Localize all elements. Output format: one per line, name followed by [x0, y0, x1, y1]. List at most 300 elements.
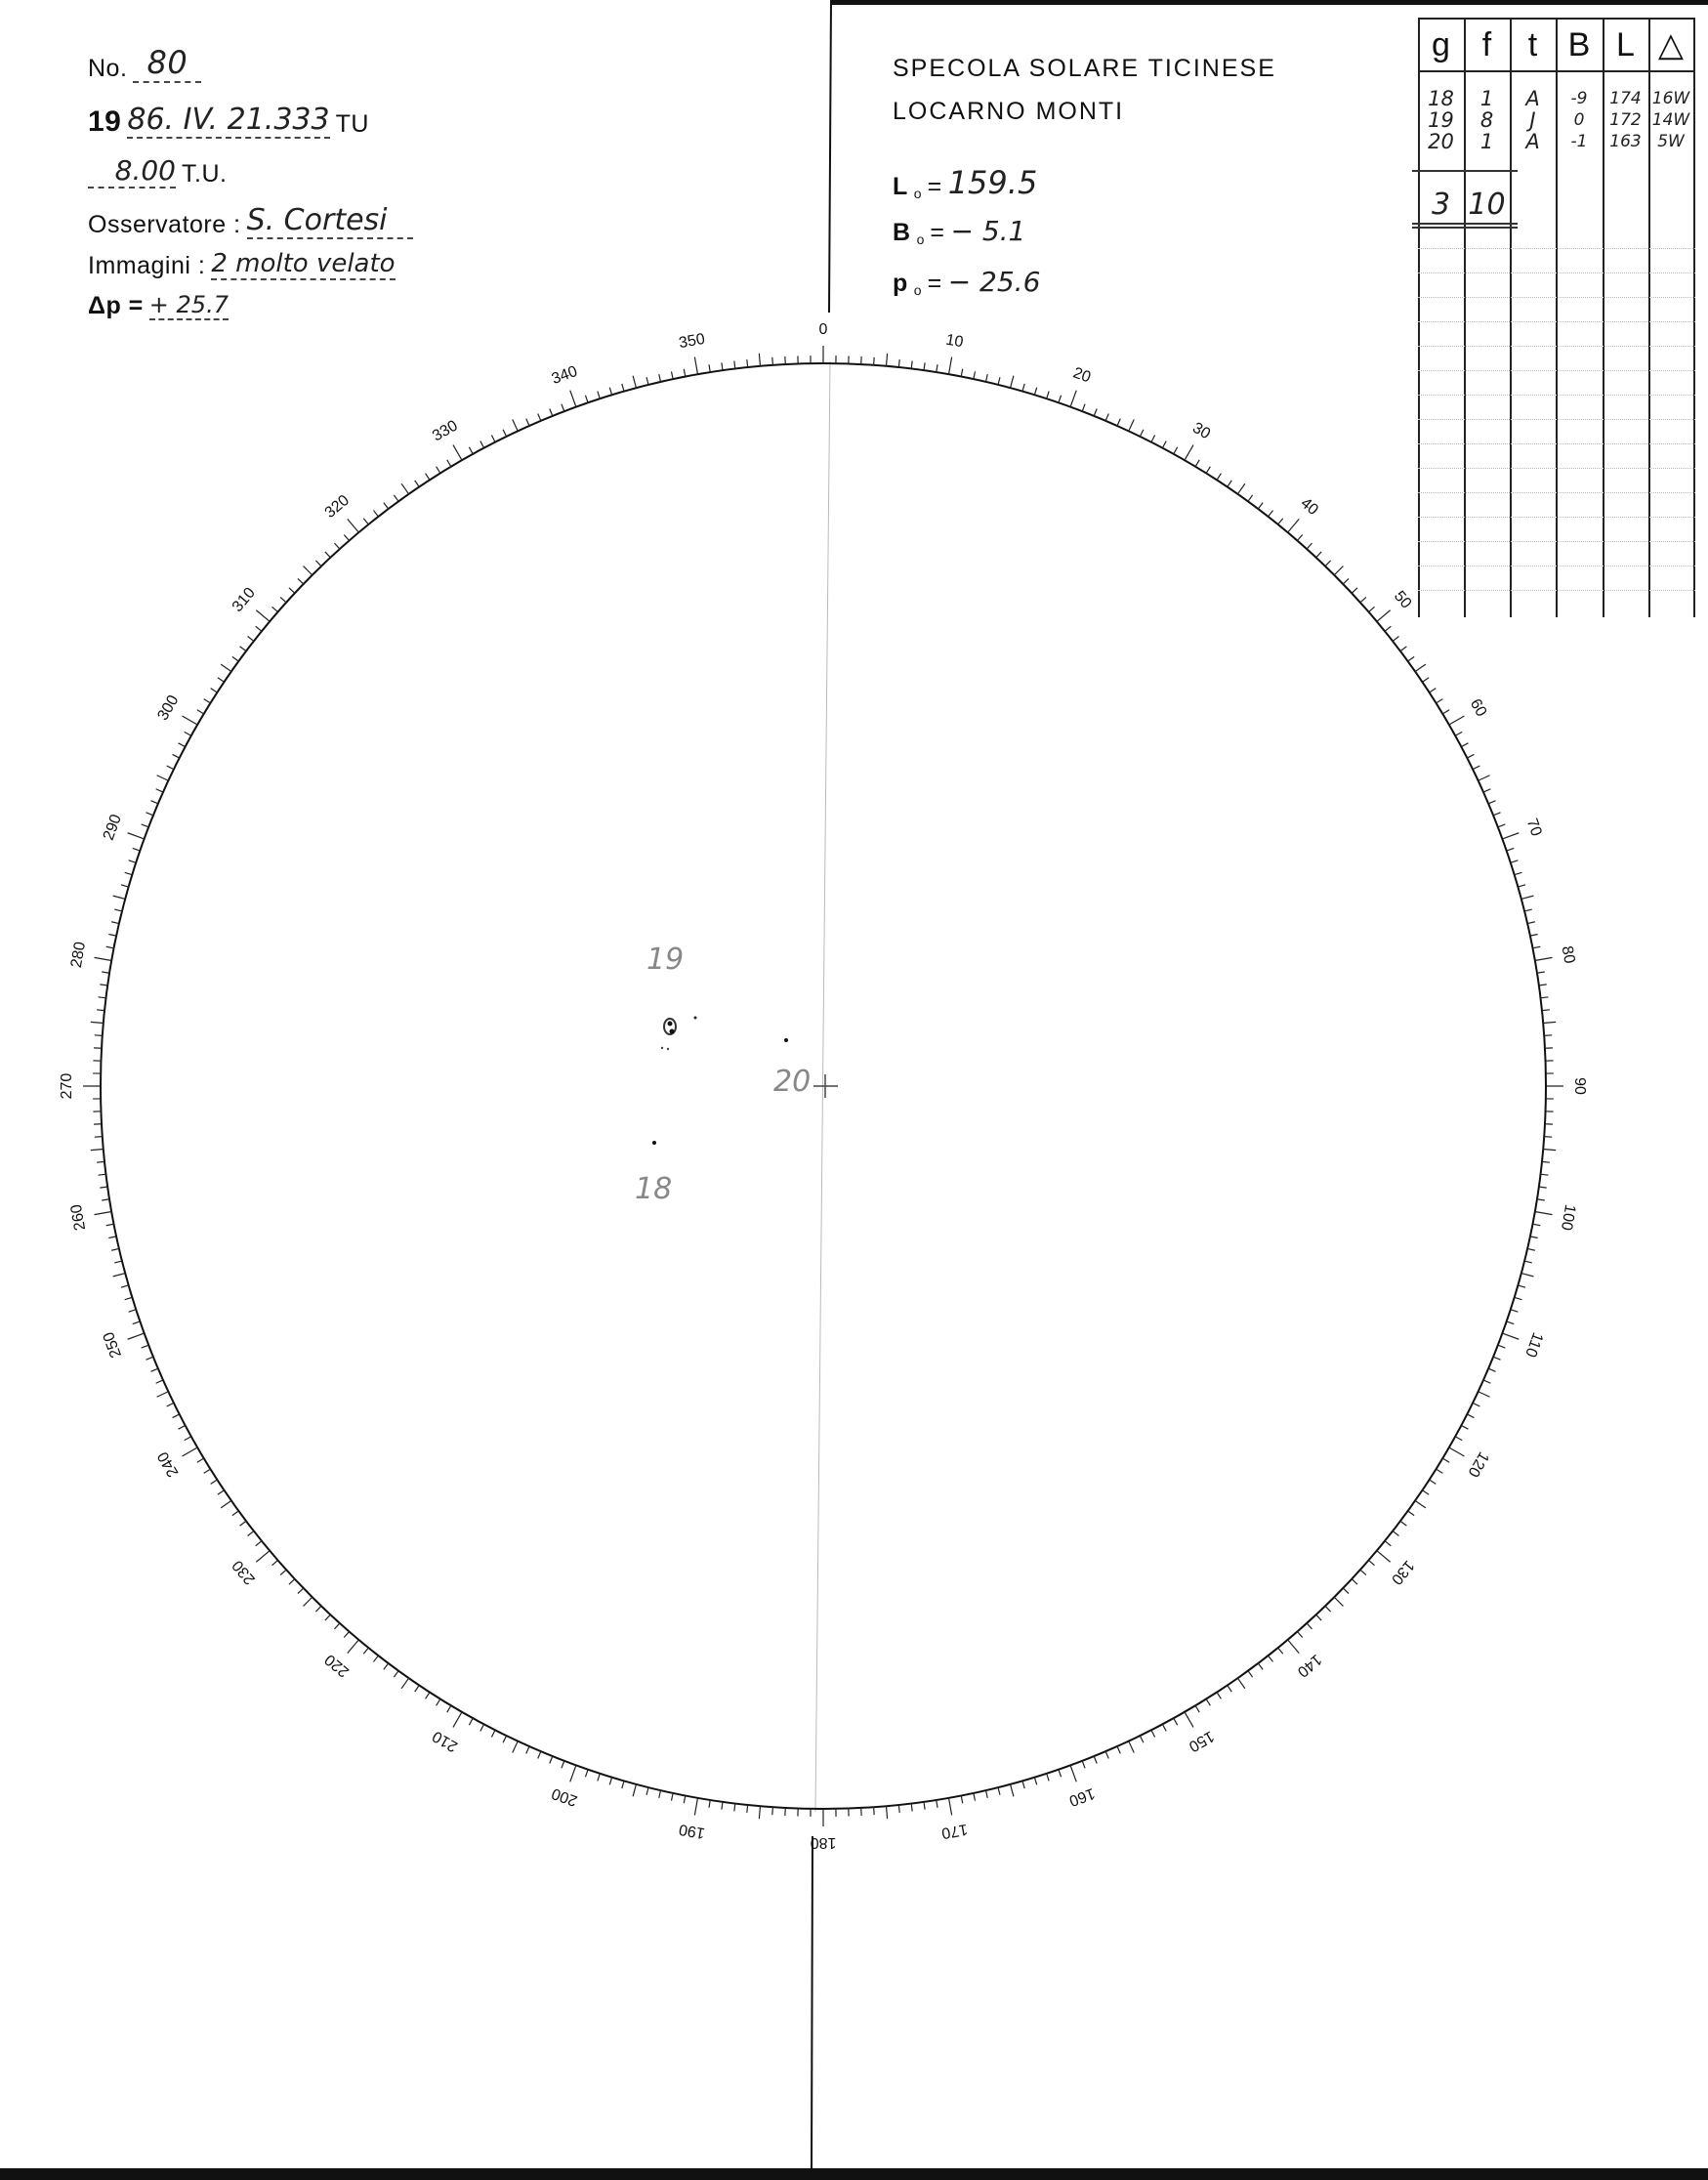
scale-tick [1129, 1741, 1134, 1753]
scale-tick [1408, 656, 1414, 661]
table-total-f: 10 [1468, 188, 1506, 222]
scale-tick [513, 1741, 518, 1753]
scale-tick [1521, 1274, 1534, 1277]
date-suffix: TU [335, 110, 369, 138]
scale-tick [491, 1730, 495, 1737]
B0-eq: = [930, 219, 945, 246]
scale-tick [898, 1805, 899, 1813]
scale-tick [1195, 1705, 1199, 1712]
table-sum-double-rule-1 [1412, 223, 1518, 225]
scale-tick [1343, 578, 1349, 584]
scale-tick [1217, 474, 1221, 481]
scale-tick [344, 534, 349, 540]
scale-label: 110 [1521, 1329, 1546, 1360]
scale-tick [221, 664, 231, 671]
scale-tick [974, 371, 976, 379]
scale-tick [156, 1380, 163, 1383]
scale-tick [1334, 1597, 1343, 1606]
scale-tick [157, 776, 169, 780]
scale-tick [315, 561, 321, 566]
scale-tick [256, 626, 262, 631]
scale-tick [1325, 1606, 1331, 1612]
scale-tick [204, 699, 211, 703]
scale-tick [1377, 1551, 1391, 1563]
scale-tick [1524, 1261, 1532, 1263]
scale-tick [998, 377, 1000, 385]
scale-label: 90 [1570, 1077, 1588, 1095]
table-header-B: B [1567, 26, 1591, 63]
scale-tick [1185, 445, 1193, 461]
scale-tick [633, 1784, 636, 1797]
scale-tick [1498, 1345, 1505, 1348]
scale-tick [394, 1671, 398, 1677]
scale-tick [1140, 430, 1144, 437]
scale-tick [1059, 396, 1062, 403]
scale-tick [125, 872, 133, 874]
scale-tick [469, 1718, 473, 1725]
scale-tick [1415, 1500, 1426, 1507]
table-header-t: t [1527, 26, 1538, 63]
scale-tick [99, 997, 106, 998]
scale-tick [550, 1756, 553, 1763]
table-ruling [1418, 321, 1695, 322]
scale-tick [1288, 1640, 1300, 1654]
scale-tick [598, 392, 600, 399]
scale-tick [1022, 384, 1024, 392]
scale-label: 320 [321, 491, 354, 522]
scale-tick [298, 1588, 304, 1594]
scale-label: 240 [154, 1448, 183, 1480]
table-cell: 8 [1479, 108, 1494, 132]
scale-tick [91, 1149, 104, 1150]
scale-tick [157, 1392, 169, 1397]
scale-tick [1316, 552, 1321, 558]
table-sum-rule [1412, 170, 1518, 172]
scale-tick [646, 377, 648, 385]
scale-tick [111, 1248, 119, 1250]
table-cell: 14W [1651, 110, 1690, 130]
table-ruling [1418, 492, 1695, 493]
scale-tick [1059, 1770, 1062, 1778]
scale-tick [447, 1705, 451, 1712]
scale-tick [1515, 1297, 1522, 1299]
scale-tick [173, 754, 180, 758]
L0-label: L [893, 173, 908, 200]
scale-tick [211, 1480, 218, 1484]
scale-label: 40 [1297, 494, 1321, 520]
scale-tick [694, 357, 697, 375]
sunspot-19-pore-c [667, 1048, 669, 1050]
scale-tick [709, 364, 710, 372]
scale-tick [1269, 511, 1273, 517]
table-cell: A [1525, 87, 1540, 110]
table-ruling [1418, 541, 1695, 542]
scale-tick [256, 610, 270, 622]
scale-tick [304, 566, 312, 575]
scale-tick [684, 1795, 686, 1803]
L0-row: L o = 159.5 [893, 164, 1038, 201]
table-cell: 20 [1428, 130, 1454, 153]
scale-tick [622, 1781, 624, 1788]
time-suffix: T.U. [182, 160, 228, 188]
scale-tick [1544, 1137, 1552, 1138]
scale-tick [1408, 1511, 1414, 1516]
scale-label: 70 [1522, 816, 1545, 839]
scale-tick [1483, 1380, 1490, 1383]
scale-tick [1430, 1480, 1437, 1484]
scale-tick [1442, 1458, 1449, 1462]
scale-tick [240, 647, 246, 651]
observer-row [88, 203, 413, 239]
scale-tick [95, 957, 112, 960]
table-cell: A [1525, 130, 1540, 153]
scale-tick [280, 597, 286, 602]
scale-tick [1368, 1560, 1374, 1565]
scale-tick [1307, 543, 1312, 549]
scale-tick [334, 1623, 339, 1629]
top-axis-line [829, 0, 831, 313]
table-cell: 0 [1573, 110, 1585, 130]
scale-tick [480, 1724, 484, 1731]
scale-tick [1105, 413, 1108, 420]
scale-tick [325, 552, 330, 558]
scale-label: 180 [810, 1833, 837, 1851]
table-cell: 19 [1428, 108, 1454, 132]
scale-tick [585, 396, 588, 403]
table-cell: J [1529, 108, 1536, 132]
scale-tick [102, 972, 109, 973]
scale-tick [961, 369, 963, 377]
scale-tick [1195, 460, 1199, 467]
scale-tick [526, 419, 529, 426]
bottom-border [0, 2168, 1708, 2180]
table-cell: -1 [1570, 132, 1588, 151]
scale-tick [447, 460, 451, 467]
scale-tick [1352, 1579, 1357, 1584]
scale-tick [772, 357, 773, 365]
scale-tick [1511, 860, 1519, 862]
scale-tick [256, 1541, 262, 1546]
scale-tick [142, 1345, 148, 1348]
table-sum-double-rule-2 [1412, 227, 1518, 229]
sunspot-group-18 [652, 1141, 656, 1145]
scale-tick [271, 1560, 277, 1565]
scale-tick [1297, 534, 1302, 540]
scale-tick [911, 361, 912, 369]
scale-tick [426, 1693, 430, 1699]
observatory-location: LOCARNO MONTI [893, 98, 1125, 125]
scale-tick [722, 362, 723, 370]
scale-tick [948, 357, 951, 375]
scale-tick [113, 896, 126, 899]
scale-tick [185, 732, 191, 735]
scale-label: 130 [1388, 1556, 1418, 1588]
scale-tick [1430, 689, 1437, 692]
scale-tick [1502, 1333, 1519, 1339]
scale-label: 10 [944, 331, 965, 352]
scale-tick [1422, 1490, 1429, 1494]
scale-label: 300 [154, 692, 183, 724]
group-label-18: 18 [635, 1172, 673, 1206]
delta-p-value: + 25.7 [148, 291, 229, 318]
scale-tick [759, 1806, 760, 1819]
scale-tick [585, 1770, 588, 1778]
scale-tick [280, 1570, 286, 1574]
scale-tick [1034, 388, 1036, 396]
scale-label: 140 [1293, 1651, 1325, 1681]
L0-value: 159.5 [947, 164, 1038, 201]
scale-tick [1117, 419, 1120, 426]
scale-tick [1377, 610, 1391, 622]
scale-tick [91, 1022, 104, 1023]
scale-tick [684, 369, 686, 377]
scale-tick [218, 678, 225, 682]
scale-tick [1449, 1447, 1465, 1456]
scale-tick [304, 1597, 312, 1606]
scale-tick [671, 1793, 673, 1801]
scale-tick [1461, 1425, 1468, 1429]
scale-label: 170 [939, 1820, 970, 1842]
scale-tick [204, 1469, 211, 1473]
group-table [1418, 18, 1695, 617]
scale-tick [1455, 732, 1462, 735]
scale-tick [113, 1274, 126, 1277]
scale-label: 280 [67, 940, 90, 970]
table-ruling [1418, 395, 1695, 396]
scale-tick [248, 1531, 254, 1536]
scale-tick [334, 543, 339, 549]
scale-tick [886, 1806, 887, 1819]
scale-tick [125, 1297, 133, 1299]
scale-tick [734, 1803, 735, 1811]
table-cell: -9 [1570, 89, 1588, 108]
table-header-delta: △ [1657, 26, 1685, 63]
scale-tick [550, 408, 553, 415]
scale-label: 220 [321, 1651, 354, 1681]
scale-tick [1521, 896, 1534, 899]
scale-tick [1518, 1285, 1525, 1287]
table-ruling [1418, 419, 1695, 420]
scale-tick [526, 1746, 529, 1753]
scale-tick [874, 1807, 875, 1815]
scale-tick [315, 1606, 321, 1612]
sunspot-19-umbra-a [668, 1022, 673, 1027]
time-value: 8.00 [88, 154, 176, 189]
scale-tick [1368, 607, 1374, 611]
scale-tick [1129, 420, 1134, 432]
scale-tick [1082, 404, 1085, 411]
scale-tick [344, 1631, 349, 1637]
scale-tick [150, 1368, 157, 1371]
scale-tick [491, 436, 495, 442]
table-cell: 18 [1428, 87, 1454, 110]
scale-tick [1070, 391, 1076, 407]
scale-tick [1467, 754, 1474, 758]
scale-tick [1185, 1712, 1193, 1728]
scale-tick [1437, 1469, 1443, 1473]
scale-tick [646, 1787, 648, 1795]
scale-label: 230 [229, 1556, 259, 1588]
scale-tick [211, 689, 218, 692]
table-ruling [1418, 590, 1695, 591]
scale-label: 290 [100, 812, 125, 843]
scale-label: 190 [677, 1820, 707, 1842]
table-cell: 172 [1609, 110, 1642, 130]
scale-tick [1082, 1761, 1085, 1768]
group-label-19: 19 [646, 943, 685, 977]
scale-tick [401, 483, 408, 494]
scale-tick [609, 388, 611, 396]
scale-tick [363, 519, 368, 524]
scale-tick [1532, 946, 1540, 948]
scale-tick [128, 833, 145, 839]
scale-tick [898, 359, 899, 367]
scale-tick [1530, 934, 1538, 936]
scale-tick [1094, 408, 1097, 415]
record-number-label: No. [88, 55, 128, 82]
scale-tick [156, 789, 163, 792]
scale-tick [1540, 1174, 1548, 1175]
scale-tick [99, 1174, 106, 1175]
scale-tick [562, 1761, 564, 1768]
P0-value: − 25.6 [947, 266, 1041, 298]
scale-tick [622, 384, 624, 392]
scale-tick [106, 946, 114, 948]
L0-eq: = [927, 173, 942, 200]
scale-tick [1206, 1699, 1210, 1706]
scale-tick [373, 511, 378, 517]
scale-tick [1542, 1161, 1550, 1162]
scale-tick [609, 1778, 611, 1785]
scale-tick [1334, 566, 1343, 575]
table-header-rule [1418, 70, 1695, 72]
images-label: Immagini : [88, 252, 206, 279]
scale-tick [1237, 483, 1244, 494]
scale-tick [1483, 789, 1490, 792]
sunspot-19-pore-a [694, 1017, 697, 1020]
scale-tick [1011, 376, 1014, 389]
scale-tick [348, 519, 359, 532]
scale-tick [1105, 1751, 1108, 1758]
scale-tick [1217, 1693, 1221, 1699]
scale-tick [185, 1437, 191, 1441]
scale-tick [1070, 1765, 1076, 1782]
scale-tick [734, 361, 735, 369]
scale-tick [1011, 1784, 1014, 1797]
scale-tick [469, 447, 473, 454]
scale-tick [1527, 922, 1535, 924]
scale-tick [1393, 1531, 1398, 1536]
scale-tick [173, 1414, 180, 1418]
scale-label: 350 [677, 330, 707, 353]
scale-tick [1022, 1781, 1024, 1788]
scale-tick [886, 354, 887, 366]
scale-tick [1352, 588, 1357, 593]
scale-tick [232, 1511, 238, 1516]
scale-tick [1278, 1648, 1283, 1654]
scale-tick [1385, 1541, 1391, 1546]
scale-tick [911, 1803, 912, 1811]
group-label-20: 20 [773, 1065, 812, 1099]
scale-tick [570, 1765, 576, 1782]
scale-label: 270 [59, 1072, 76, 1100]
scale-tick [1151, 436, 1155, 442]
scale-tick [289, 1579, 295, 1584]
table-cell: 1 [1479, 130, 1494, 153]
scale-tick [1532, 1224, 1540, 1226]
sunspot-group-20 [784, 1038, 788, 1042]
scale-label: 210 [430, 1727, 461, 1755]
P0-label: p [893, 270, 908, 297]
scale-tick [95, 1035, 103, 1036]
scale-tick [108, 934, 116, 936]
scale-tick [1117, 1746, 1120, 1753]
scale-tick [1530, 1237, 1538, 1238]
scale-tick [747, 1805, 748, 1813]
scale-tick [167, 1403, 174, 1406]
table-cell: 163 [1609, 132, 1642, 151]
scale-tick [1515, 872, 1522, 874]
scale-tick [924, 1802, 925, 1810]
scale-tick [1400, 1521, 1406, 1526]
scale-tick [150, 801, 157, 804]
scale-tick [95, 1137, 103, 1138]
scale-label: 0 [818, 321, 828, 339]
scale-tick [1422, 678, 1429, 682]
scale-tick [1393, 636, 1398, 641]
record-number-row [88, 44, 201, 83]
scale-tick [121, 1285, 129, 1287]
scale-tick [240, 1521, 246, 1526]
scale-tick [1455, 1437, 1462, 1441]
scale-tick [1498, 824, 1505, 827]
scale-tick [948, 1798, 951, 1816]
table-ruling [1418, 468, 1695, 469]
scale-tick [453, 445, 462, 461]
scale-tick [363, 1648, 368, 1654]
scale-tick [671, 371, 673, 379]
date-row [88, 103, 369, 139]
table-col-line [1693, 18, 1695, 617]
scale-tick [179, 1425, 186, 1429]
scale-label: 100 [1557, 1202, 1579, 1233]
scale-tick [974, 1793, 976, 1801]
delta-p-label: Δp = [88, 292, 144, 319]
scale-tick [437, 467, 440, 474]
scale-tick [1543, 1149, 1556, 1150]
sunspot-19-umbra-b [670, 1029, 675, 1034]
observatory-title: SPECOLA SOLARE TICINESE [893, 55, 1276, 82]
scale-tick [133, 1321, 141, 1324]
scale-label: 30 [1189, 419, 1214, 443]
scale-tick [1174, 447, 1178, 454]
scale-tick [129, 860, 137, 862]
scale-tick [772, 1807, 773, 1815]
scale-tick [1162, 441, 1166, 448]
table-total-g: 3 [1431, 188, 1451, 222]
scale-tick [146, 1357, 152, 1360]
observer-label: Osservatore : [88, 211, 241, 238]
scale-label: 80 [1558, 944, 1578, 965]
scale-tick [1034, 1778, 1036, 1785]
delta-p-row [88, 291, 229, 320]
scale-tick [1325, 561, 1331, 566]
scale-tick [133, 848, 141, 851]
scale-tick [1507, 1321, 1515, 1324]
scale-tick [221, 1500, 231, 1507]
scale-tick [1228, 481, 1231, 487]
scale-tick [1258, 503, 1263, 509]
